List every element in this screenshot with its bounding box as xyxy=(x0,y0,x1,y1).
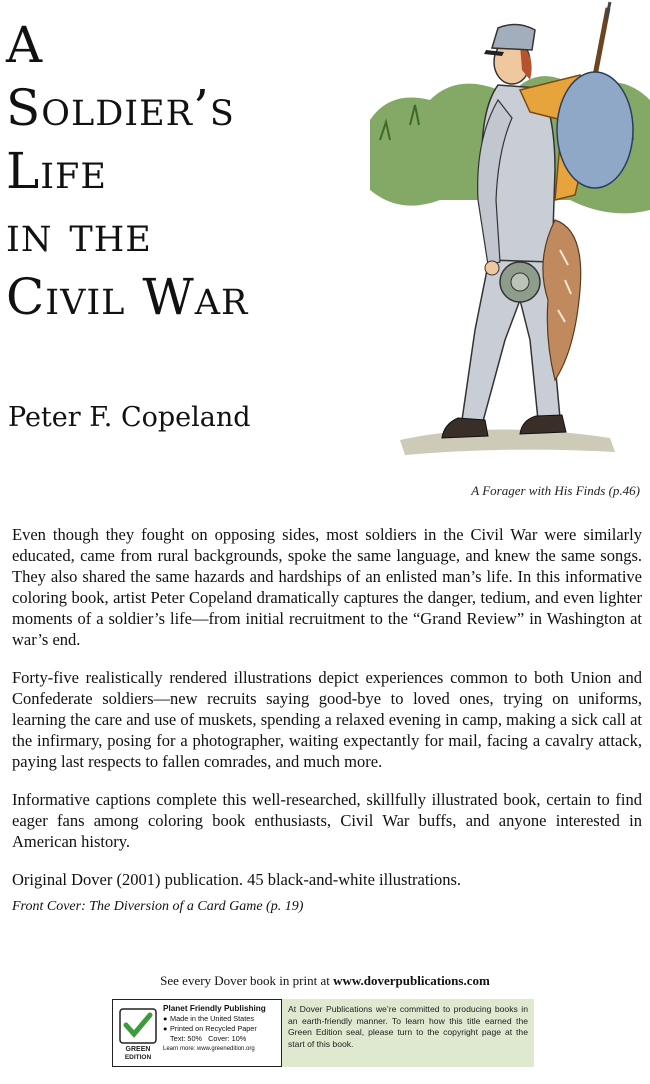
green-recycled-content: Text: 50% Cover: 10% xyxy=(170,1034,247,1043)
green-edition-note: At Dover Publications we’re committed to producing books in an earth-friendly manner. To learn how this title earned the Green Edition seal, please turn to the copyright page at the start of this book. xyxy=(282,999,534,1067)
title-line: in the xyxy=(6,205,152,263)
title-line: Civil War xyxy=(6,268,249,326)
description-paragraph: Even though they fought on opposing sides, most soldiers in the Civil War were similarly educated, came from rural backgrounds, spoke the same language, and knew the same songs. They also shared the same hazards and hardships of an enlisted man’s life. In this informative coloring book, artist Peter Copeland dramatically captures the danger, tedium, and even lighter moments of a soldier’s life—from initial recruitment to the “Grand Review” in Washington at war’s end. xyxy=(12,525,642,649)
shoe-shape xyxy=(442,418,488,438)
description-paragraph: Forty-five realistically rendered illustrations depict experiences common to both Union and Confederate soldiers—new recruits saying good-bye to loved ones, trying on uniforms, learning the care and use of muskets, spending a relaxed evening in camp, making a sick call at the infirmary, posing for a photographer, waiting expectantly for mail, facing a cavalry attack, paying last respects to fallen comrades, and much more. xyxy=(12,668,642,771)
website-prefix: See every Dover book in print at xyxy=(160,973,330,988)
ground-shape xyxy=(400,429,615,455)
author-name: Peter F. Copeland xyxy=(8,402,251,433)
green-item: ● Printed on Recycled Paper xyxy=(163,1024,257,1033)
seal-word: EDITION xyxy=(124,1054,152,1060)
musket-shape xyxy=(606,2,610,20)
green-heading: Planet Friendly Publishing xyxy=(163,1004,266,1013)
blanket-shape xyxy=(557,72,633,188)
green-edition-box xyxy=(112,999,282,1067)
website-line xyxy=(0,973,650,989)
green-edition-details xyxy=(163,1004,281,1054)
description-text xyxy=(12,524,642,917)
illustration-caption: A Forager with His Finds (p.46) xyxy=(471,483,640,498)
soldier-illustration xyxy=(370,0,650,470)
bullet-icon: ● xyxy=(163,1014,168,1023)
green-item: ● Made in the United States xyxy=(163,1014,254,1023)
cap-shape xyxy=(492,24,535,50)
book-title xyxy=(6,14,356,329)
publication-note: Original Dover (2001) publication. 45 black-and-white illustrations. xyxy=(12,870,462,889)
bullet-icon: ● xyxy=(163,1024,168,1033)
title-line: Soldier’s xyxy=(6,79,235,137)
title-line: Life xyxy=(6,142,107,200)
green-edition-seal-icon xyxy=(119,1008,157,1060)
hand-shape xyxy=(485,261,499,275)
seal-word: GREEN xyxy=(125,1046,151,1053)
green-learn-more: Learn more: www.greenedition.org xyxy=(163,1046,255,1052)
description-paragraph: Informative captions complete this well-researched, skillfully illustrated book, certain to find eager fans among coloring book enthusiasts, Civil War buffs, and anyone interested in American history. xyxy=(12,790,642,851)
title-line: A xyxy=(6,16,44,74)
canteen-shape xyxy=(511,273,529,291)
front-cover-credit: Front Cover: The Diversion of a Card Game (p. 19) xyxy=(12,899,304,914)
shoe-shape xyxy=(520,415,566,434)
website-link[interactable]: www.doverpublications.com xyxy=(333,973,490,988)
